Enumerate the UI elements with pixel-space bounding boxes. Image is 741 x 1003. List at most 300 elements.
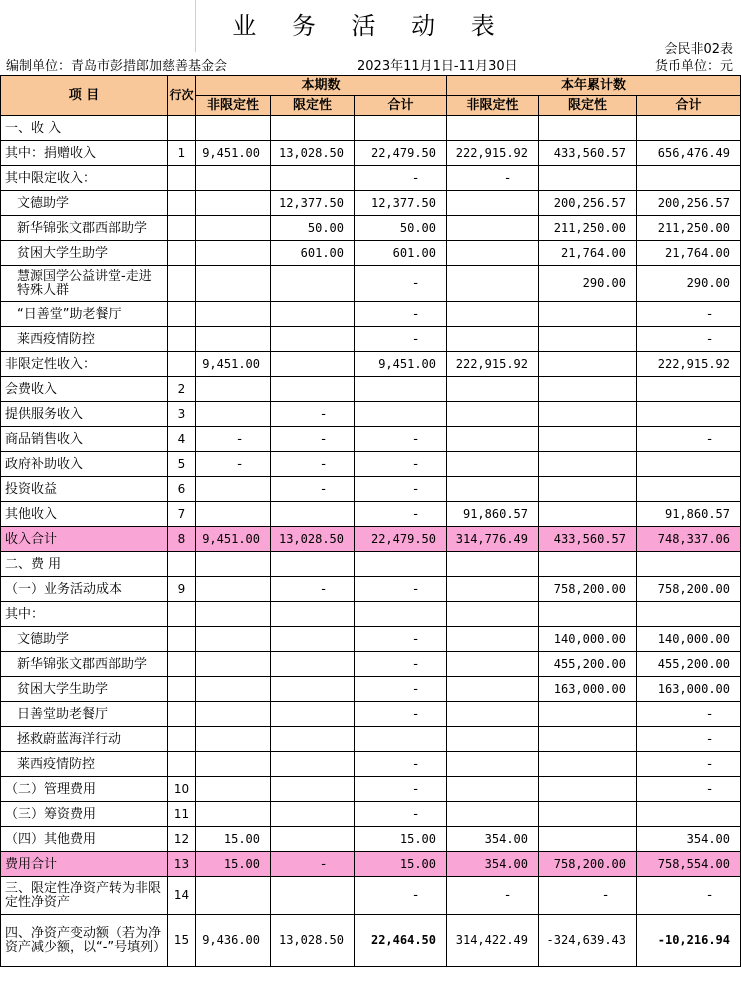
row-line-number: 2 bbox=[168, 377, 196, 402]
cell-ytd-total bbox=[637, 477, 741, 502]
cell-cur-restricted: 12,377.50 bbox=[271, 191, 355, 216]
cell-cur-unrestricted bbox=[196, 327, 271, 352]
cell-ytd-total bbox=[637, 166, 741, 191]
cell-ytd-restricted: 21,764.00 bbox=[539, 241, 637, 266]
form-code: 会民非02表 bbox=[664, 42, 733, 57]
table-row bbox=[1, 915, 741, 967]
header-item: 项 目 bbox=[1, 76, 168, 116]
cell-ytd-restricted bbox=[539, 427, 637, 452]
cell-cur-total: - bbox=[355, 702, 447, 727]
row-line-number: 3 bbox=[168, 402, 196, 427]
cell-ytd-total: - bbox=[637, 327, 741, 352]
cell-ytd-restricted bbox=[539, 302, 637, 327]
cell-cur-total: 601.00 bbox=[355, 241, 447, 266]
cell-ytd-unrestricted bbox=[447, 702, 539, 727]
row-label: 其他收入 bbox=[1, 502, 168, 527]
cell-cur-total: - bbox=[355, 427, 447, 452]
row-label: “日善堂”助老餐厅 bbox=[1, 302, 168, 327]
row-line-number bbox=[168, 677, 196, 702]
cell-ytd-total: - bbox=[637, 727, 741, 752]
cell-ytd-total: 200,256.57 bbox=[637, 191, 741, 216]
cell-cur-unrestricted bbox=[196, 602, 271, 627]
row-line-number bbox=[168, 266, 196, 302]
table-row bbox=[1, 877, 741, 915]
cell-ytd-unrestricted bbox=[447, 677, 539, 702]
cell-cur-restricted bbox=[271, 352, 355, 377]
cell-ytd-total bbox=[637, 602, 741, 627]
cell-ytd-restricted: 140,000.00 bbox=[539, 627, 637, 652]
cell-cur-unrestricted bbox=[196, 477, 271, 502]
cell-cur-restricted bbox=[271, 502, 355, 527]
cell-cur-unrestricted bbox=[196, 116, 271, 141]
cell-cur-restricted: 50.00 bbox=[271, 216, 355, 241]
cell-cur-unrestricted: 9,451.00 bbox=[196, 352, 271, 377]
cell-cur-unrestricted bbox=[196, 266, 271, 302]
cell-ytd-unrestricted bbox=[447, 627, 539, 652]
cell-ytd-restricted bbox=[539, 702, 637, 727]
table-row bbox=[1, 427, 741, 452]
table-row bbox=[1, 552, 741, 577]
cell-ytd-restricted bbox=[539, 116, 637, 141]
cell-ytd-unrestricted bbox=[447, 241, 539, 266]
row-label: 新华锦张文郡西部助学 bbox=[1, 216, 168, 241]
row-line-number bbox=[168, 602, 196, 627]
row-line-number: 5 bbox=[168, 452, 196, 477]
row-line-number bbox=[168, 652, 196, 677]
cell-cur-restricted bbox=[271, 802, 355, 827]
row-label: （一）业务活动成本 bbox=[1, 577, 168, 602]
row-label: 其中：捐赠收入 bbox=[1, 141, 168, 166]
table-row bbox=[1, 216, 741, 241]
cell-cur-unrestricted bbox=[196, 677, 271, 702]
cell-cur-restricted bbox=[271, 877, 355, 915]
cell-cur-restricted: 13,028.50 bbox=[271, 915, 355, 967]
cell-ytd-unrestricted bbox=[447, 802, 539, 827]
cell-ytd-total: 222,915.92 bbox=[637, 352, 741, 377]
table-row bbox=[1, 677, 741, 702]
cell-cur-unrestricted bbox=[196, 777, 271, 802]
cell-ytd-total: - bbox=[637, 702, 741, 727]
table-row bbox=[1, 527, 741, 552]
cell-ytd-total: - bbox=[637, 427, 741, 452]
cell-cur-total: - bbox=[355, 477, 447, 502]
cell-cur-total: - bbox=[355, 752, 447, 777]
row-line-number bbox=[168, 352, 196, 377]
row-label: 其中限定收入： bbox=[1, 166, 168, 191]
cell-cur-unrestricted bbox=[196, 402, 271, 427]
currency-unit: 货币单位：元 bbox=[654, 59, 733, 74]
cell-cur-restricted bbox=[271, 702, 355, 727]
row-label: （四）其他费用 bbox=[1, 827, 168, 852]
row-line-number: 14 bbox=[168, 877, 196, 915]
cell-cur-unrestricted bbox=[196, 627, 271, 652]
cell-ytd-restricted bbox=[539, 602, 637, 627]
cell-cur-unrestricted bbox=[196, 302, 271, 327]
cell-cur-restricted: - bbox=[271, 852, 355, 877]
table-row bbox=[1, 852, 741, 877]
table-row bbox=[1, 266, 741, 302]
activity-table bbox=[0, 75, 741, 967]
table-row bbox=[1, 402, 741, 427]
row-label: 其中： bbox=[1, 602, 168, 627]
row-label: 莱西疫情防控 bbox=[1, 327, 168, 352]
cell-cur-restricted bbox=[271, 327, 355, 352]
cell-cur-restricted: - bbox=[271, 402, 355, 427]
cell-ytd-unrestricted: 354.00 bbox=[447, 852, 539, 877]
cell-ytd-restricted bbox=[539, 352, 637, 377]
cell-ytd-restricted bbox=[539, 327, 637, 352]
cell-cur-unrestricted bbox=[196, 166, 271, 191]
cell-ytd-unrestricted: 314,422.49 bbox=[447, 915, 539, 967]
cell-cur-unrestricted bbox=[196, 727, 271, 752]
cell-cur-restricted bbox=[271, 727, 355, 752]
cell-cur-restricted: - bbox=[271, 452, 355, 477]
cell-cur-unrestricted bbox=[196, 216, 271, 241]
cell-ytd-restricted: 433,560.57 bbox=[539, 527, 637, 552]
table-row bbox=[1, 141, 741, 166]
cell-cur-restricted bbox=[271, 627, 355, 652]
cell-ytd-unrestricted bbox=[447, 452, 539, 477]
cell-cur-restricted bbox=[271, 827, 355, 852]
cell-ytd-total: 354.00 bbox=[637, 827, 741, 852]
cell-ytd-restricted: 200,256.57 bbox=[539, 191, 637, 216]
table-row bbox=[1, 577, 741, 602]
table-row bbox=[1, 502, 741, 527]
cell-cur-restricted bbox=[271, 602, 355, 627]
table-row bbox=[1, 302, 741, 327]
cell-ytd-unrestricted bbox=[447, 602, 539, 627]
row-label: 会费收入 bbox=[1, 377, 168, 402]
cell-ytd-total: 758,200.00 bbox=[637, 577, 741, 602]
cell-ytd-restricted bbox=[539, 727, 637, 752]
cell-ytd-unrestricted bbox=[447, 777, 539, 802]
row-label: （三）筹资费用 bbox=[1, 802, 168, 827]
cell-cur-restricted bbox=[271, 377, 355, 402]
cell-cur-total: - bbox=[355, 502, 447, 527]
header-ytd-total: 合计 bbox=[637, 96, 741, 116]
cell-ytd-restricted bbox=[539, 752, 637, 777]
cell-ytd-total: - bbox=[637, 302, 741, 327]
cell-ytd-unrestricted bbox=[447, 377, 539, 402]
row-label: 日善堂助老餐厅 bbox=[1, 702, 168, 727]
header-cur-unrestricted: 非限定性 bbox=[196, 96, 271, 116]
row-line-number bbox=[168, 702, 196, 727]
cell-cur-restricted bbox=[271, 552, 355, 577]
row-line-number bbox=[168, 241, 196, 266]
cell-ytd-total: 748,337.06 bbox=[637, 527, 741, 552]
cell-ytd-total: 758,554.00 bbox=[637, 852, 741, 877]
cell-ytd-restricted bbox=[539, 552, 637, 577]
row-label: 非限定性收入： bbox=[1, 352, 168, 377]
row-label: 一、收 入 bbox=[1, 116, 168, 141]
divider-line bbox=[195, 0, 196, 52]
table-body bbox=[1, 116, 741, 967]
header-cur-restricted: 限定性 bbox=[271, 96, 355, 116]
table-row bbox=[1, 377, 741, 402]
row-line-number bbox=[168, 302, 196, 327]
row-label: 政府补助收入 bbox=[1, 452, 168, 477]
cell-cur-restricted bbox=[271, 777, 355, 802]
cell-cur-total: - bbox=[355, 452, 447, 477]
cell-cur-restricted: 13,028.50 bbox=[271, 141, 355, 166]
cell-ytd-total bbox=[637, 452, 741, 477]
cell-cur-unrestricted bbox=[196, 877, 271, 915]
row-line-number: 9 bbox=[168, 577, 196, 602]
table-row bbox=[1, 241, 741, 266]
cell-cur-total: - bbox=[355, 302, 447, 327]
row-line-number bbox=[168, 727, 196, 752]
cell-cur-total: 15.00 bbox=[355, 827, 447, 852]
cell-ytd-restricted bbox=[539, 166, 637, 191]
cell-ytd-total: -10,216.94 bbox=[637, 915, 741, 967]
cell-ytd-unrestricted bbox=[447, 577, 539, 602]
report-meta-row bbox=[0, 55, 741, 73]
cell-ytd-total: - bbox=[637, 752, 741, 777]
cell-cur-unrestricted: 15.00 bbox=[196, 852, 271, 877]
row-line-number bbox=[168, 216, 196, 241]
table-row bbox=[1, 452, 741, 477]
row-label: 投资收益 bbox=[1, 477, 168, 502]
cell-ytd-restricted: 163,000.00 bbox=[539, 677, 637, 702]
cell-cur-total: - bbox=[355, 327, 447, 352]
cell-ytd-total: 140,000.00 bbox=[637, 627, 741, 652]
cell-ytd-restricted: 290.00 bbox=[539, 266, 637, 302]
cell-cur-restricted bbox=[271, 752, 355, 777]
row-line-number bbox=[168, 627, 196, 652]
row-label: 文德助学 bbox=[1, 191, 168, 216]
cell-ytd-total: 656,476.49 bbox=[637, 141, 741, 166]
cell-ytd-total bbox=[637, 402, 741, 427]
header-ytd: 本年累计数 bbox=[447, 76, 741, 96]
cell-ytd-unrestricted bbox=[447, 302, 539, 327]
cell-cur-total: - bbox=[355, 627, 447, 652]
row-line-number bbox=[168, 752, 196, 777]
report-period: 2023年11月1日-11月30日 bbox=[357, 59, 518, 74]
cell-ytd-total bbox=[637, 377, 741, 402]
cell-ytd-restricted bbox=[539, 502, 637, 527]
cell-ytd-total: - bbox=[637, 877, 741, 915]
header-ytd-restricted: 限定性 bbox=[539, 96, 637, 116]
row-label: 商品销售收入 bbox=[1, 427, 168, 452]
row-line-number bbox=[168, 191, 196, 216]
cell-cur-unrestricted bbox=[196, 702, 271, 727]
row-line-number bbox=[168, 166, 196, 191]
row-label: 收入合计 bbox=[1, 527, 168, 552]
cell-cur-unrestricted bbox=[196, 552, 271, 577]
cell-ytd-unrestricted bbox=[447, 327, 539, 352]
table-row bbox=[1, 602, 741, 627]
org-name: 编制单位：青岛市彭措郎加慈善基金会 bbox=[6, 59, 228, 74]
cell-ytd-unrestricted: 91,860.57 bbox=[447, 502, 539, 527]
cell-cur-restricted bbox=[271, 652, 355, 677]
cell-cur-unrestricted bbox=[196, 191, 271, 216]
cell-cur-unrestricted: 15.00 bbox=[196, 827, 271, 852]
cell-cur-unrestricted: 9,451.00 bbox=[196, 527, 271, 552]
row-line-number: 8 bbox=[168, 527, 196, 552]
row-line-number: 15 bbox=[168, 915, 196, 967]
table-row bbox=[1, 802, 741, 827]
header-ytd-unrestricted: 非限定性 bbox=[447, 96, 539, 116]
cell-ytd-unrestricted: - bbox=[447, 877, 539, 915]
cell-ytd-restricted: 758,200.00 bbox=[539, 577, 637, 602]
header-cur-total: 合计 bbox=[355, 96, 447, 116]
cell-cur-total: 12,377.50 bbox=[355, 191, 447, 216]
cell-ytd-total bbox=[637, 116, 741, 141]
table-row bbox=[1, 752, 741, 777]
table-row bbox=[1, 627, 741, 652]
cell-ytd-restricted bbox=[539, 402, 637, 427]
cell-ytd-restricted bbox=[539, 477, 637, 502]
cell-cur-total bbox=[355, 377, 447, 402]
cell-cur-unrestricted bbox=[196, 752, 271, 777]
row-label: （二）管理费用 bbox=[1, 777, 168, 802]
row-label: 慧源国学公益讲堂-走进特殊人群 bbox=[1, 266, 168, 302]
cell-cur-restricted bbox=[271, 677, 355, 702]
cell-cur-total bbox=[355, 727, 447, 752]
cell-cur-unrestricted: 9,436.00 bbox=[196, 915, 271, 967]
cell-cur-restricted: 13,028.50 bbox=[271, 527, 355, 552]
cell-ytd-total: 290.00 bbox=[637, 266, 741, 302]
row-label: 四、净资产变动额（若为净资产减少额，以“-”号填列） bbox=[1, 915, 168, 967]
table-row bbox=[1, 777, 741, 802]
cell-cur-total: - bbox=[355, 652, 447, 677]
cell-ytd-restricted: -324,639.43 bbox=[539, 915, 637, 967]
row-label: 费用合计 bbox=[1, 852, 168, 877]
cell-cur-total bbox=[355, 602, 447, 627]
cell-ytd-total bbox=[637, 802, 741, 827]
row-label: 新华锦张文郡西部助学 bbox=[1, 652, 168, 677]
cell-cur-unrestricted: - bbox=[196, 427, 271, 452]
cell-ytd-unrestricted bbox=[447, 652, 539, 677]
cell-ytd-unrestricted: 222,915.92 bbox=[447, 352, 539, 377]
cell-ytd-unrestricted bbox=[447, 552, 539, 577]
cell-cur-total bbox=[355, 116, 447, 141]
row-line-number bbox=[168, 552, 196, 577]
cell-cur-restricted bbox=[271, 302, 355, 327]
cell-ytd-restricted: 455,200.00 bbox=[539, 652, 637, 677]
row-label: 贫困大学生助学 bbox=[1, 241, 168, 266]
cell-ytd-total: 163,000.00 bbox=[637, 677, 741, 702]
cell-cur-unrestricted bbox=[196, 577, 271, 602]
cell-cur-total: 50.00 bbox=[355, 216, 447, 241]
row-line-number: 1 bbox=[168, 141, 196, 166]
cell-ytd-unrestricted bbox=[447, 427, 539, 452]
cell-cur-restricted: - bbox=[271, 577, 355, 602]
row-line-number: 12 bbox=[168, 827, 196, 852]
cell-cur-total: - bbox=[355, 166, 447, 191]
table-row bbox=[1, 477, 741, 502]
cell-cur-total: - bbox=[355, 802, 447, 827]
cell-ytd-restricted: 433,560.57 bbox=[539, 141, 637, 166]
cell-cur-total: - bbox=[355, 777, 447, 802]
cell-cur-unrestricted bbox=[196, 502, 271, 527]
cell-cur-restricted: - bbox=[271, 427, 355, 452]
row-label: 文德助学 bbox=[1, 627, 168, 652]
cell-cur-restricted: 601.00 bbox=[271, 241, 355, 266]
table-row bbox=[1, 327, 741, 352]
cell-cur-unrestricted bbox=[196, 652, 271, 677]
row-line-number: 10 bbox=[168, 777, 196, 802]
cell-ytd-restricted bbox=[539, 452, 637, 477]
header-current: 本期数 bbox=[196, 76, 447, 96]
cell-cur-restricted: - bbox=[271, 477, 355, 502]
cell-ytd-total: - bbox=[637, 777, 741, 802]
row-line-number bbox=[168, 116, 196, 141]
cell-cur-unrestricted bbox=[196, 802, 271, 827]
cell-ytd-unrestricted: 314,776.49 bbox=[447, 527, 539, 552]
cell-ytd-restricted bbox=[539, 827, 637, 852]
cell-cur-total: 22,464.50 bbox=[355, 915, 447, 967]
cell-ytd-restricted bbox=[539, 802, 637, 827]
row-label: 提供服务收入 bbox=[1, 402, 168, 427]
cell-cur-unrestricted: 9,451.00 bbox=[196, 141, 271, 166]
cell-ytd-unrestricted bbox=[447, 216, 539, 241]
cell-ytd-total bbox=[637, 552, 741, 577]
table-row bbox=[1, 827, 741, 852]
row-line-number: 11 bbox=[168, 802, 196, 827]
cell-ytd-restricted bbox=[539, 377, 637, 402]
cell-cur-total: 9,451.00 bbox=[355, 352, 447, 377]
cell-cur-unrestricted bbox=[196, 377, 271, 402]
cell-ytd-unrestricted bbox=[447, 477, 539, 502]
cell-ytd-unrestricted bbox=[447, 266, 539, 302]
cell-ytd-total: 21,764.00 bbox=[637, 241, 741, 266]
table-row bbox=[1, 652, 741, 677]
row-line-number: 13 bbox=[168, 852, 196, 877]
cell-cur-unrestricted bbox=[196, 241, 271, 266]
row-line-number: 6 bbox=[168, 477, 196, 502]
row-line-number bbox=[168, 327, 196, 352]
cell-cur-total: - bbox=[355, 877, 447, 915]
cell-ytd-restricted: - bbox=[539, 877, 637, 915]
row-label: 三、限定性净资产转为非限定性净资产 bbox=[1, 877, 168, 915]
header-line: 行次 bbox=[168, 76, 196, 116]
table-row bbox=[1, 727, 741, 752]
cell-cur-total: 15.00 bbox=[355, 852, 447, 877]
cell-ytd-unrestricted: 354.00 bbox=[447, 827, 539, 852]
cell-ytd-restricted: 211,250.00 bbox=[539, 216, 637, 241]
cell-ytd-unrestricted bbox=[447, 752, 539, 777]
cell-cur-total bbox=[355, 552, 447, 577]
cell-ytd-unrestricted bbox=[447, 116, 539, 141]
cell-ytd-unrestricted bbox=[447, 402, 539, 427]
cell-cur-restricted bbox=[271, 166, 355, 191]
row-label: 贫困大学生助学 bbox=[1, 677, 168, 702]
cell-cur-unrestricted: - bbox=[196, 452, 271, 477]
cell-ytd-unrestricted: 222,915.92 bbox=[447, 141, 539, 166]
cell-ytd-total: 91,860.57 bbox=[637, 502, 741, 527]
cell-cur-restricted bbox=[271, 266, 355, 302]
cell-ytd-total: 211,250.00 bbox=[637, 216, 741, 241]
table-row bbox=[1, 166, 741, 191]
row-label: 拯救蔚蓝海洋行动 bbox=[1, 727, 168, 752]
table-row bbox=[1, 702, 741, 727]
cell-ytd-restricted bbox=[539, 777, 637, 802]
table-row bbox=[1, 116, 741, 141]
cell-cur-total: 22,479.50 bbox=[355, 141, 447, 166]
cell-cur-total: 22,479.50 bbox=[355, 527, 447, 552]
row-label: 二、费 用 bbox=[1, 552, 168, 577]
row-line-number: 4 bbox=[168, 427, 196, 452]
cell-ytd-unrestricted bbox=[447, 191, 539, 216]
cell-cur-total bbox=[355, 402, 447, 427]
cell-cur-total: - bbox=[355, 266, 447, 302]
table-row bbox=[1, 191, 741, 216]
cell-cur-total: - bbox=[355, 577, 447, 602]
row-label: 莱西疫情防控 bbox=[1, 752, 168, 777]
cell-cur-total: - bbox=[355, 677, 447, 702]
cell-ytd-unrestricted bbox=[447, 727, 539, 752]
